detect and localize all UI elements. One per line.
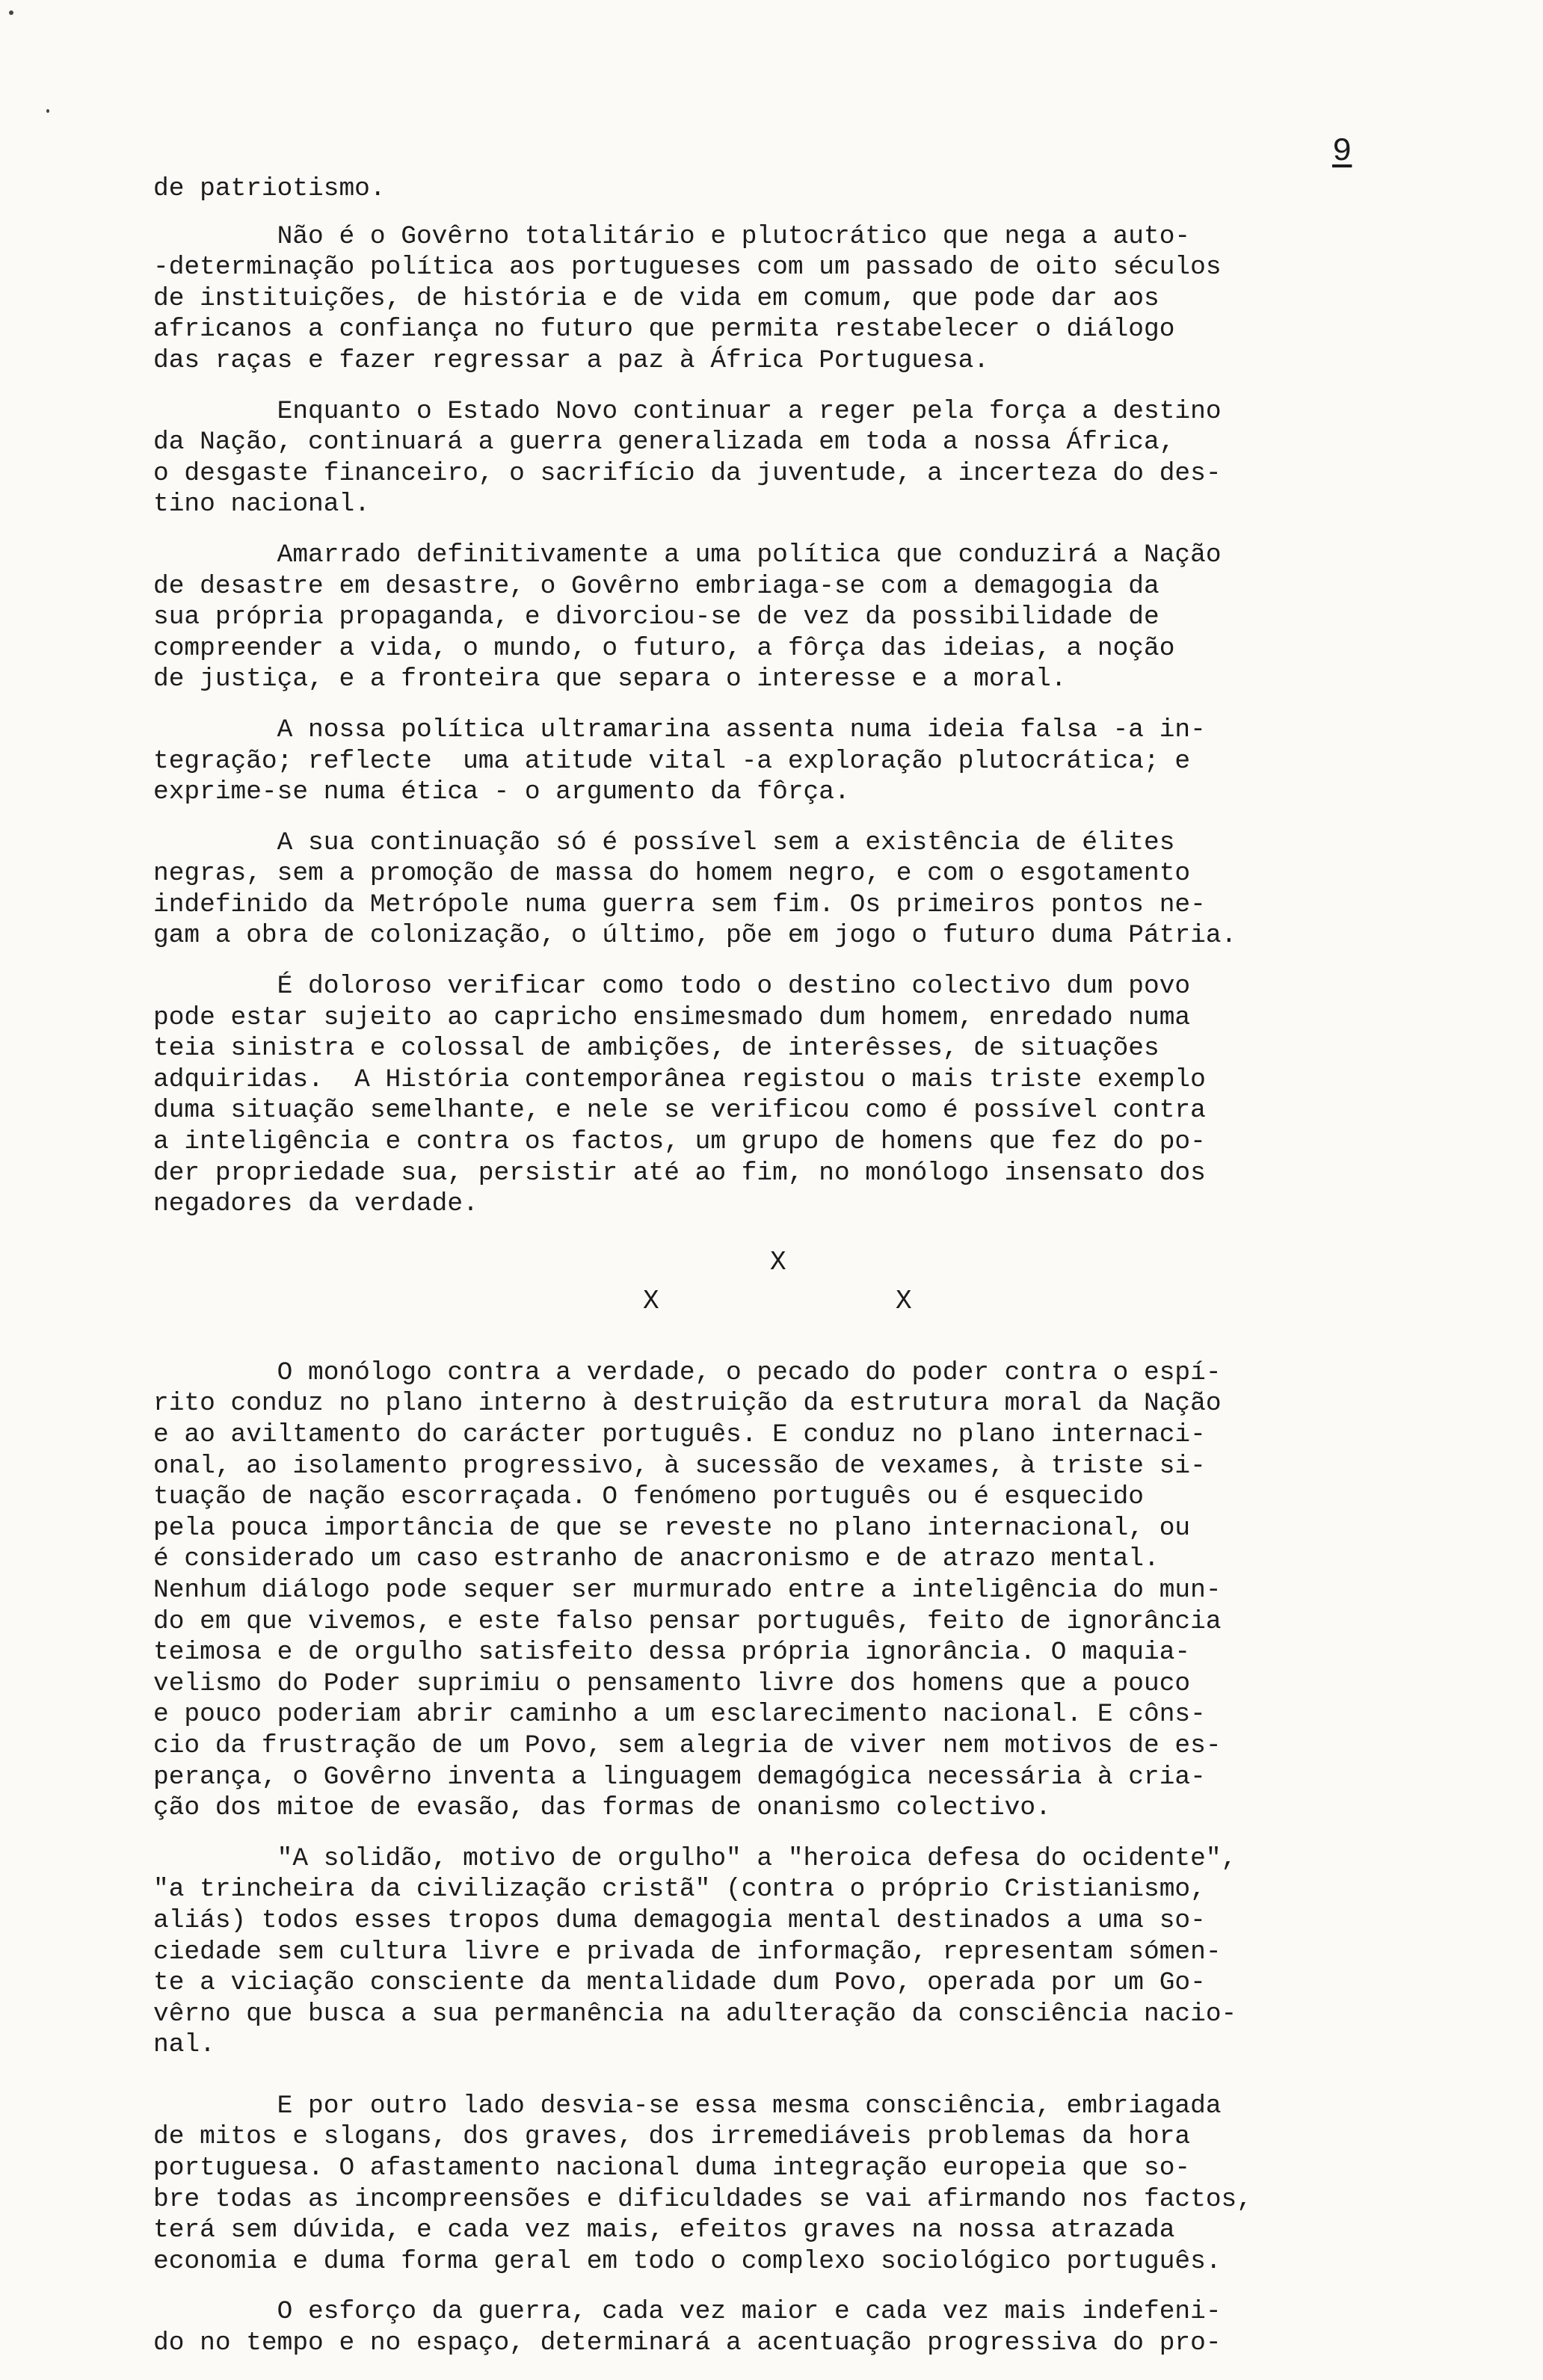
ink-speck bbox=[9, 10, 13, 15]
text-line: cio da frustração de um Povo, sem alegria de viver nem motivos de es- bbox=[153, 1730, 1222, 1760]
text-line: vêrno que busca a sua permanência na adulteração da consciência nacio- bbox=[153, 1999, 1237, 2029]
text-line: compreender a vida, o mundo, o futuro, a fôrça das ideias, a noção bbox=[153, 633, 1175, 663]
text-line: de justiça, e a fronteira que separa o interesse e a moral. bbox=[153, 665, 1067, 694]
text-line: velismo do Poder suprimiu o pensamento livre dos homens que a pouco bbox=[153, 1668, 1191, 1698]
text-line: da Nação, continuará a guerra generalizada em toda a nossa África, bbox=[153, 428, 1175, 457]
text-line: -determinação política aos portugueses com um passado de oito séculos bbox=[153, 253, 1222, 283]
paragraph bbox=[153, 827, 1439, 952]
text-line: te a viciação consciente da mentalidade dum Povo, operada por um Go- bbox=[153, 1968, 1206, 1998]
text-line: ciedade sem cultura livre e privada de informação, representam sómen- bbox=[153, 1937, 1222, 1967]
text-line: Enquanto o Estado Novo continuar a reger pela força a destino bbox=[153, 396, 1222, 426]
text-line: adquiridas. A História contemporânea registou o mais triste exemplo bbox=[153, 1064, 1206, 1094]
text-line: É doloroso verificar como todo o destino colectivo dum povo bbox=[153, 972, 1191, 1002]
text-line: teia sinistra e colossal de ambições, de interêsses, de situações bbox=[153, 1034, 1159, 1064]
paragraph bbox=[153, 221, 1439, 377]
text-line: teimosa e de orgulho satisfeito dessa própria ignorância. O maquia- bbox=[153, 1638, 1191, 1668]
paragraph bbox=[153, 1843, 1439, 2061]
text-line: gam a obra de colonização, o último, põe em jogo o futuro duma Pátria. bbox=[153, 921, 1237, 951]
text-line: "a trincheira da civilização cristã" (contra o próprio Cristianismo, bbox=[153, 1875, 1206, 1905]
text-line: rito conduz no plano interno à destruição da estrutura moral da Nação bbox=[153, 1389, 1222, 1419]
text-line: o desgaste financeiro, o sacrifício da juventude, a incerteza do des- bbox=[153, 458, 1222, 488]
text-line: ção dos mitoe de evasão, das formas de onanismo colectivo. bbox=[153, 1793, 1051, 1823]
separator-mark: X bbox=[770, 1246, 786, 1277]
paragraph bbox=[153, 396, 1439, 520]
text-line: negras, sem a promoção de massa do homem negro, e com o esgotamento bbox=[153, 859, 1191, 889]
text-line: der propriedade sua, persistir até ao fim, no monólogo insensato dos bbox=[153, 1158, 1206, 1188]
paragraph bbox=[153, 2296, 1439, 2358]
text-line: Nenhum diálogo pode sequer ser murmurado entre a inteligência do mun- bbox=[153, 1575, 1222, 1605]
text-line: tuação de nação escorraçada. O fenómeno português ou é esquecido bbox=[153, 1482, 1145, 1512]
text-line: O esforço da guerra, cada vez maior e cada vez mais indefeni- bbox=[153, 2297, 1222, 2327]
text-line: do em que vivemos, e este falso pensar português, feito de ignorância bbox=[153, 1606, 1222, 1636]
separator-mark: X bbox=[643, 1285, 659, 1316]
text-line: terá sem dúvida, e cada vez mais, efeitos graves na nossa atrazada bbox=[153, 2216, 1175, 2245]
paragraph bbox=[153, 715, 1439, 808]
text-line: de desastre em desastre, o Govêrno embriaga-se com a demagogia da bbox=[153, 571, 1159, 601]
paragraph bbox=[153, 971, 1439, 1220]
paragraph bbox=[153, 2091, 1439, 2278]
text-line: africanos a confiança no futuro que permita restabelecer o diálogo bbox=[153, 315, 1175, 345]
text-line: aliás) todos esses tropos duma demagogia mental destinados a uma so- bbox=[153, 1905, 1206, 1935]
paragraph bbox=[153, 173, 1439, 205]
text-line: e pouco poderiam abrir caminho a um esclarecimento nacional. E côns- bbox=[153, 1700, 1206, 1730]
text-line: pode estar sujeito ao capricho ensimesmado dum homem, enredado numa bbox=[153, 1002, 1191, 1032]
section-separator bbox=[153, 1247, 1439, 1319]
page-number: 9 bbox=[1332, 133, 1352, 170]
paragraph bbox=[153, 1357, 1439, 1824]
text-line: de mitos e slogans, dos graves, dos irremediáveis problemas da hora bbox=[153, 2122, 1191, 2152]
text-line: perança, o Govêrno inventa a linguagem demagógica necessária à cria- bbox=[153, 1762, 1206, 1792]
text-line: de instituições, de história e de vida em comum, que pode dar aos bbox=[153, 283, 1159, 313]
text-line: bre todas as incompreensões e dificuldades se vai afirmando nos factos, bbox=[153, 2184, 1252, 2214]
text-line: a inteligência e contra os factos, um grupo de homens que fez do po- bbox=[153, 1127, 1206, 1157]
text-line: nal. bbox=[153, 2030, 215, 2060]
text-line: economia e duma forma geral em todo o complexo sociológico português. bbox=[153, 2246, 1222, 2276]
text-line: Não é o Govêrno totalitário e plutocrático que nega a auto- bbox=[153, 221, 1191, 251]
paragraph bbox=[153, 540, 1439, 695]
text-line: "A solidão, motivo de orgulho" a "heroica defesa do ocidente", bbox=[153, 1843, 1237, 1873]
text-line: exprime-se numa ética - o argumento da fôrça. bbox=[153, 777, 850, 807]
text-line: pela pouca importância de que se reveste no plano internacional, ou bbox=[153, 1513, 1191, 1543]
text-line: Amarrado definitivamente a uma política que conduzirá a Nação bbox=[153, 540, 1222, 570]
text-line: sua própria propaganda, e divorciou-se de vez da possibilidade de bbox=[153, 602, 1159, 632]
text-line: indefinido da Metrópole numa guerra sem fim. Os primeiros pontos ne- bbox=[153, 890, 1206, 919]
text-line: duma situação semelhante, e nele se verificou como é possível contra bbox=[153, 1096, 1206, 1126]
ink-speck bbox=[46, 109, 49, 113]
text-line: negadores da verdade. bbox=[153, 1189, 478, 1219]
text-line: do no tempo e no espaço, determinará a acentuação progressiva do pro- bbox=[153, 2328, 1222, 2358]
text-line: E por outro lado desvia-se essa mesma consciência, embriagada bbox=[153, 2091, 1222, 2121]
text-line: tegração; reflecte uma atitude vital -a exploração plutocrática; e bbox=[153, 746, 1191, 776]
text-line: O monólogo contra a verdade, o pecado do poder contra o espí- bbox=[153, 1357, 1222, 1387]
text-line: A sua continuação só é possível sem a existência de élites bbox=[153, 827, 1175, 857]
document-body bbox=[153, 173, 1439, 2359]
text-line: onal, ao isolamento progressivo, à sucessão de vexames, à triste si- bbox=[153, 1451, 1206, 1481]
text-line: A nossa política ultramarina assenta numa ideia falsa -a in- bbox=[153, 715, 1206, 744]
text-line: portuguesa. O afastamento nacional duma integração europeia que so- bbox=[153, 2154, 1191, 2183]
text-line: de patriotismo. bbox=[153, 174, 386, 203]
text-line: das raças e fazer regressar a paz à África Portuguesa. bbox=[153, 345, 989, 375]
text-line: e ao aviltamento do carácter português. E conduz no plano internaci- bbox=[153, 1420, 1206, 1449]
text-line: é considerado um caso estranho de anacronismo e de atrazo mental. bbox=[153, 1544, 1159, 1574]
separator-mark: X bbox=[896, 1285, 912, 1316]
text-line: tino nacional. bbox=[153, 490, 370, 520]
